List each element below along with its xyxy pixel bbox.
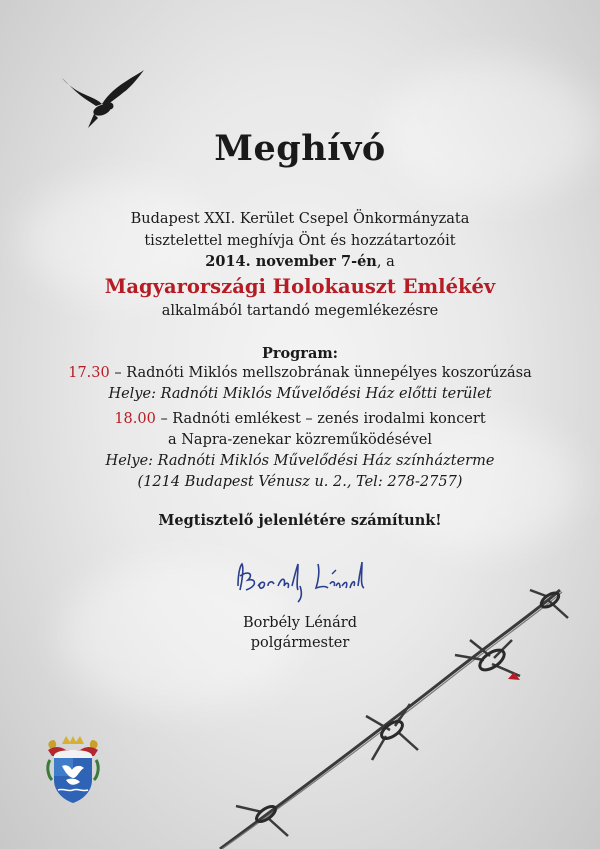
page-title: Meghívó [214, 128, 386, 169]
signer-name: Borbély Lénárd [242, 615, 358, 631]
event-date: 2014. november 7-én [205, 253, 377, 270]
signer-role: polgármester [250, 635, 350, 651]
program-desc: – Radnóti emlékest – zenés irodalmi koncert [155, 411, 486, 427]
program-item-2 [0, 410, 600, 428]
signature [228, 556, 373, 604]
program-desc: – Radnóti Miklós mellszobrának ünnepélyes koszorúzása [109, 365, 532, 381]
event-suffix: alkalmából tartandó megemlékezésre [161, 303, 439, 319]
bird-icon [62, 70, 144, 130]
program-place: Helye: Radnóti Miklós Művelődési Ház színházterme [105, 453, 495, 469]
barb [236, 804, 288, 836]
closing-line: Megtisztelő jelenlétére számítunk! [158, 512, 442, 529]
program-place: Helye: Radnóti Miklós Művelődési Ház előtti terület [108, 386, 492, 402]
program-heading: Program: [261, 345, 339, 362]
intro-date-line [0, 253, 600, 271]
barb [366, 704, 418, 760]
program-address: (1214 Budapest Vénusz u. 2., Tel: 278-2757) [137, 474, 463, 490]
program-desc-2: a Napra-zenekar közreműködésével [167, 432, 433, 448]
event-date-suffix: , a [376, 254, 395, 270]
intro-line-1: Budapest XXI. Kerület Csepel Önkormányzata [130, 211, 470, 227]
program-time: 17.30 [68, 365, 110, 381]
program-item-1 [0, 364, 600, 382]
event-title: Magyarországi Holokauszt Emlékév [104, 275, 496, 298]
intro-line-2: tisztelettel meghívja Önt és hozzátartozóit [144, 233, 456, 249]
coat-of-arms-icon [44, 736, 102, 804]
program-time: 18.00 [114, 411, 156, 427]
